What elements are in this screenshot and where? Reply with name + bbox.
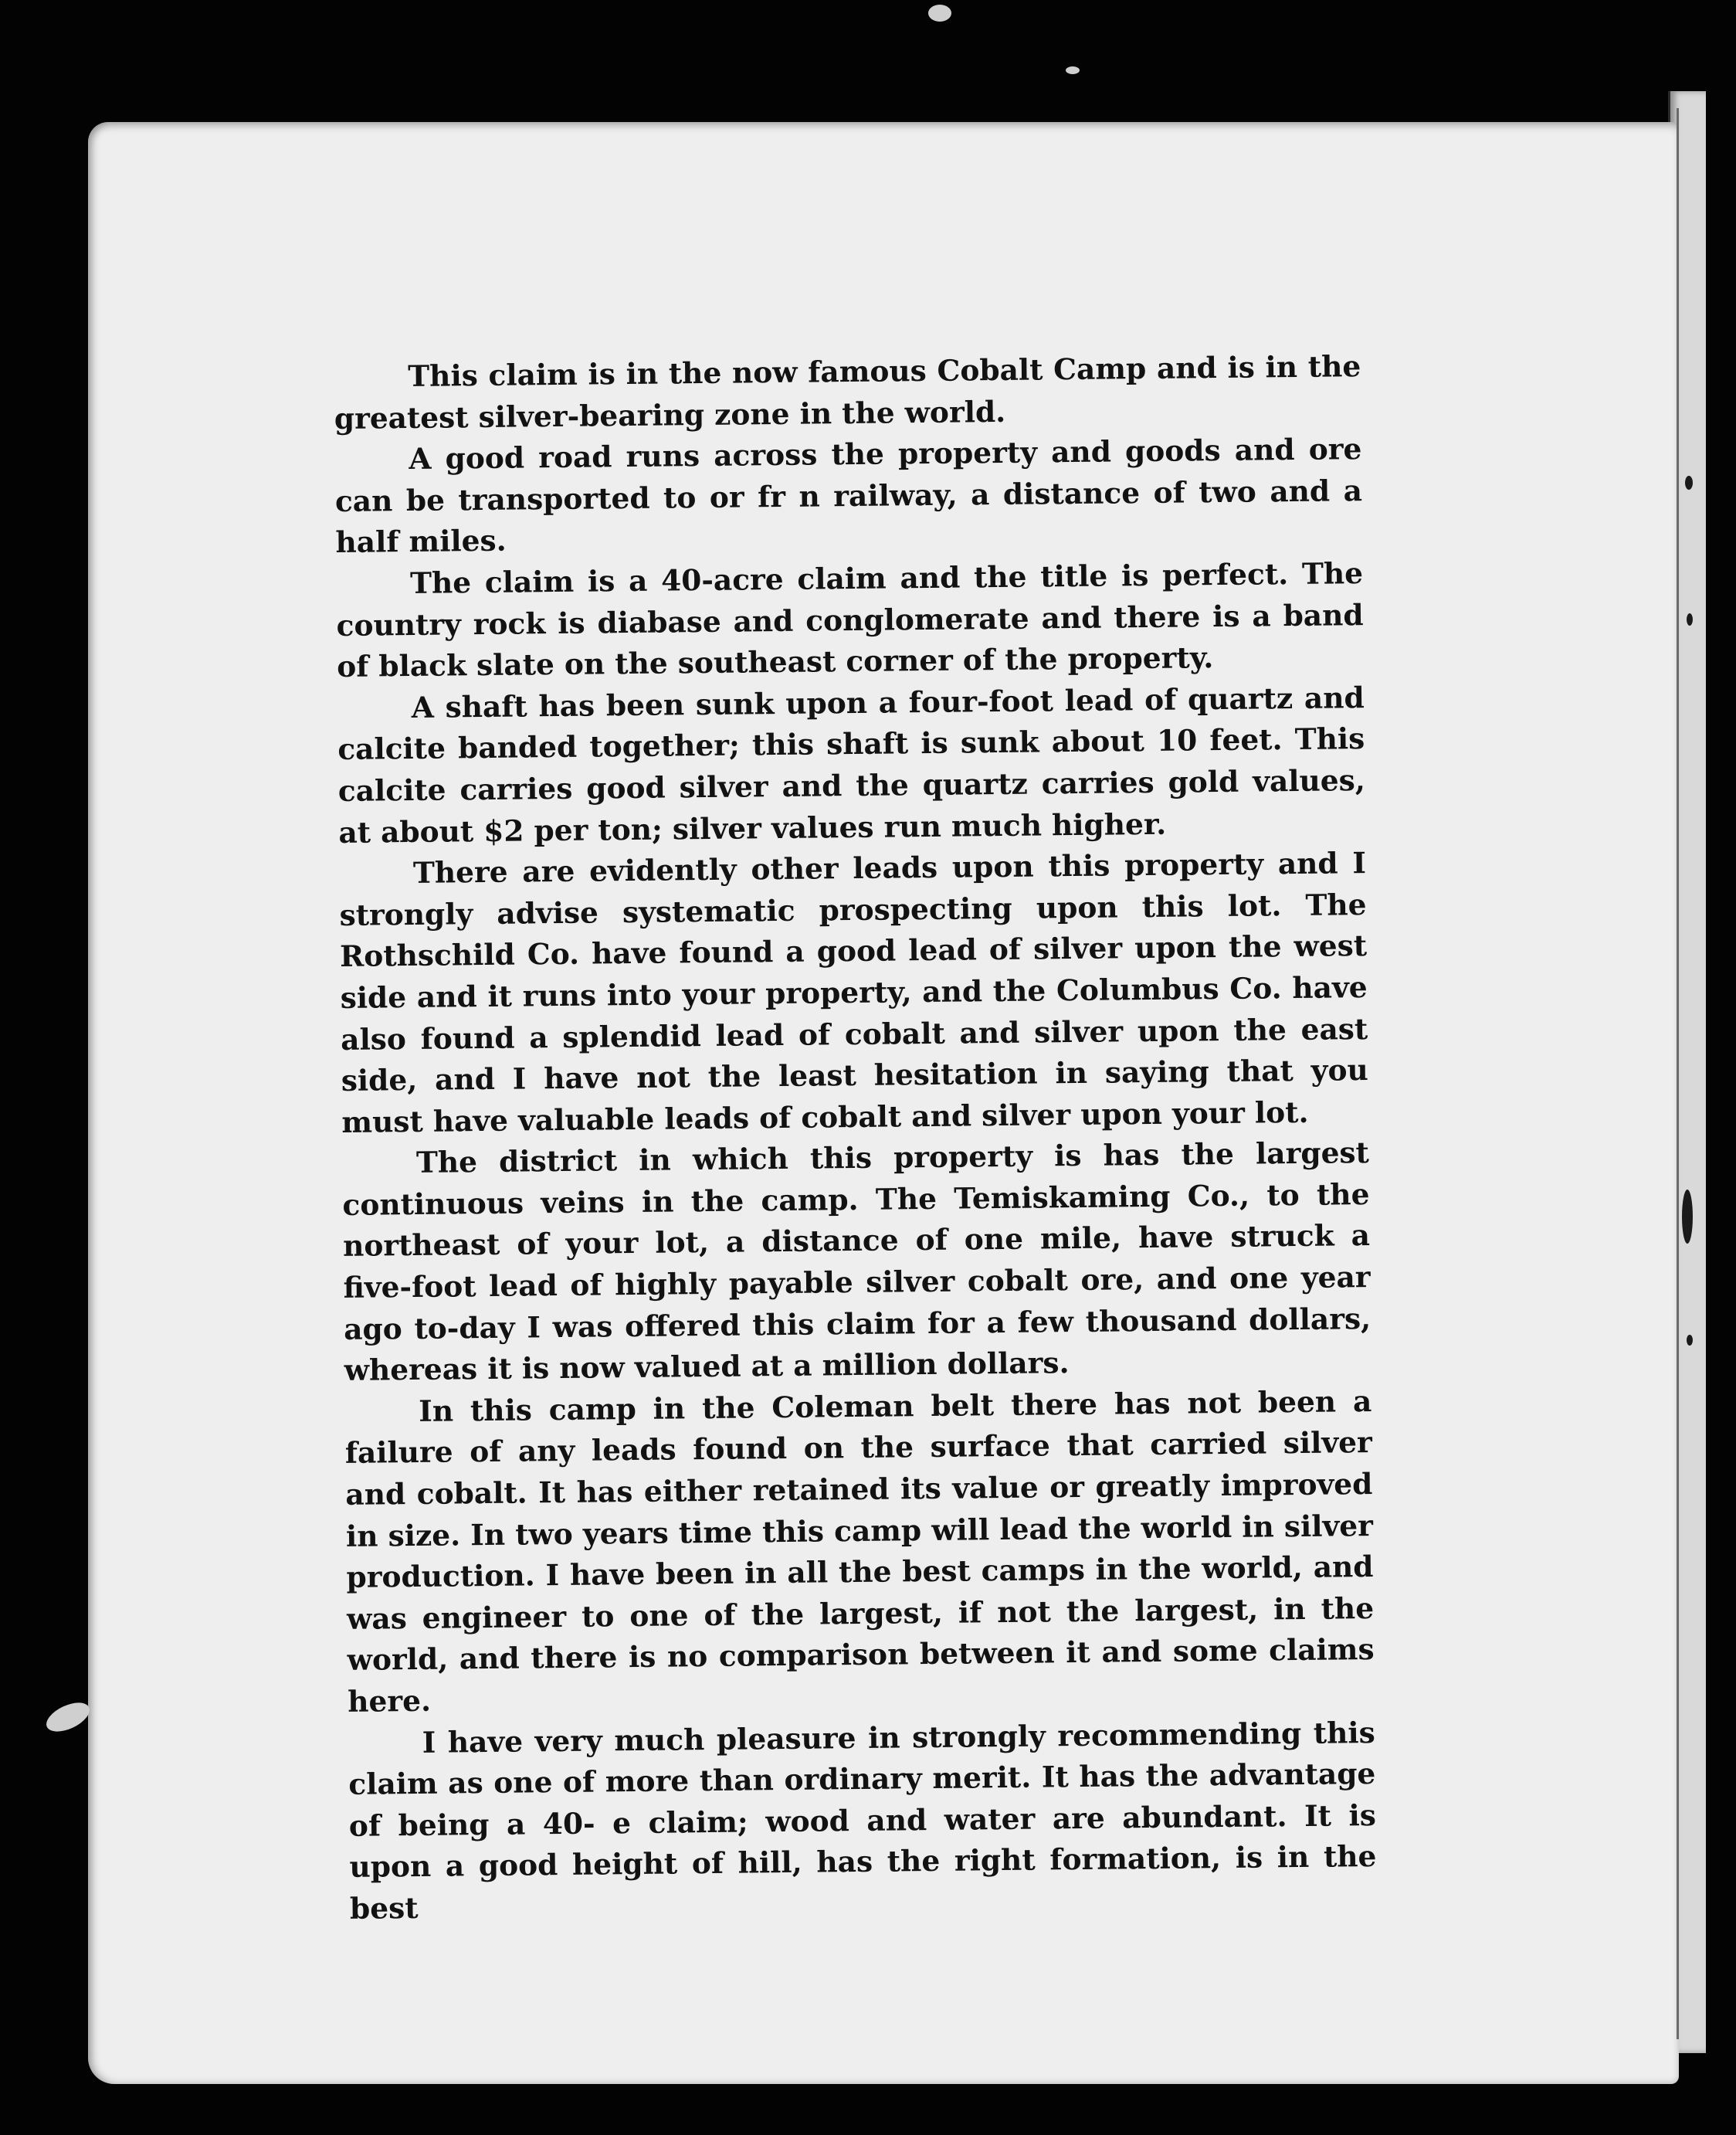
scan-dust-spot	[928, 5, 951, 22]
paragraph: A shaft has been sunk upon a four-foot lead of quartz and calcite banded together; this shaft is sunk about 10 feet. This calcite carries good silver and the quartz carries gold values, at about $2 per ton; silver values run much higher.	[337, 680, 1366, 850]
paragraph: In this camp in the Coleman belt there has not been a failure of any leads found on the surface that carried silver and cobalt. It has either retained its value or greatly improved in size. In two years time this camp will lead the world in silver production. I have been in all the best camps in the world, and was engineer to one of the largest, if not the largest, in the world, and there is no comparison between it and some claims here.	[344, 1383, 1375, 1719]
paragraph: There are evidently other leads upon this property and I strongly advise systematic prospecting upon this lot. The Rothschild Co. have found a good lead of silver upon the west side and it runs into your property, and the Columbus Co. have also found a splendid lead of cobalt and silver upon the east side, and I have not the least hesitation in saying that you must have valuable leads of cobalt and silver upon your lot.	[339, 846, 1368, 1139]
paragraph: A good road runs across the property and goods and ore can be transported to or fr n railway, a distance of two and a half miles.	[334, 432, 1363, 560]
margin-mark	[1687, 1335, 1693, 1346]
body-text	[334, 346, 1377, 1926]
margin-mark	[1687, 613, 1693, 626]
paragraph: I have very much pleasure in strongly recommending this claim as one of more than ordinary merit. It has the advantage of being a 40- e claim; wood and water are abundant. It is upon a good height of hill, has the right formation, is in the best	[348, 1715, 1377, 1926]
paragraph: This claim is in the now famous Cobalt Camp and is in the greatest silver-bearing zone in the world.	[334, 349, 1361, 436]
page-gutter-line	[1677, 108, 1679, 2039]
paragraph: The district in which this property is has the largest continuous veins in the camp. The Temiskaming Co., to the northeast of your lot, a distance of one mile, have struck a five-foot lead of highly payable silver cobalt ore, and one year ago to-day I was offered this claim for a few thousand dollars, whereas it is now valued at a million dollars.	[342, 1135, 1372, 1388]
scan-dust-spot	[1066, 66, 1080, 74]
paragraph: The claim is a 40-acre claim and the title is perfect. The country rock is diabase and conglomerate and there is a band of black slate on the southeast corner of the property.	[336, 556, 1364, 684]
margin-mark	[1682, 1190, 1693, 1244]
margin-mark	[1685, 476, 1693, 490]
